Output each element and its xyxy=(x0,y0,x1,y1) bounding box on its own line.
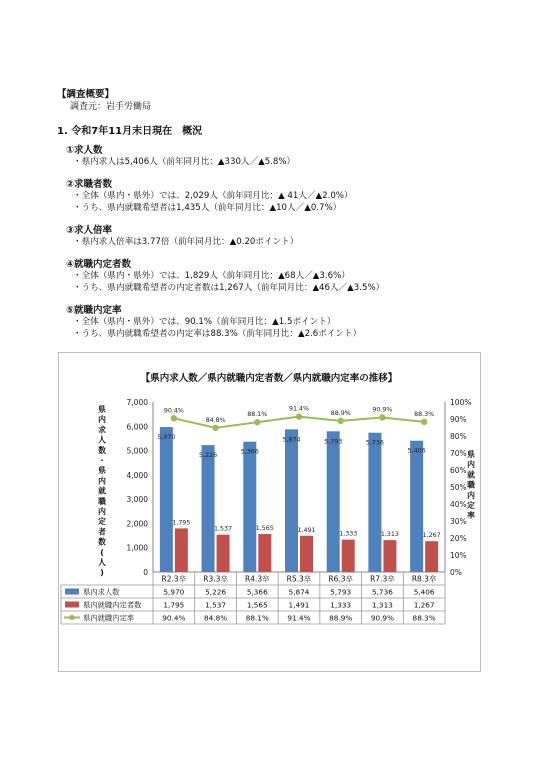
y2-tick-label: 80% xyxy=(450,432,467,441)
bar-offers xyxy=(217,535,230,572)
y2-tick-label: 60% xyxy=(450,466,467,475)
category-label: R4.3卒 xyxy=(244,574,270,584)
item-line-job-seekers-local: ・うち、県内就職希望者は1,435人（前年同月比：▲10人／▲0.7%） xyxy=(73,203,342,213)
table-cell-value: 1,491 xyxy=(288,600,310,610)
y-axis-title-char: 職 xyxy=(98,496,106,506)
section-title: 1. 令和7年11月末日現在 概況 xyxy=(57,126,203,137)
category-label: R6.3卒 xyxy=(328,574,354,584)
bar-label-job-openings: 5,226 xyxy=(199,452,218,460)
point-offer-rate xyxy=(338,418,344,424)
y-axis-title-char: 者 xyxy=(98,527,106,537)
y-axis-title-char: 県 xyxy=(98,466,106,476)
bar-label-job-openings: 5,793 xyxy=(324,438,343,446)
category-label: R8.3卒 xyxy=(411,574,437,584)
y-axis-title-char: 人 xyxy=(98,435,106,445)
chart-title: 【県内求人数／県内就職内定者数／県内就職内定率の推移】 xyxy=(140,373,398,384)
y-tick-label: 6,000 xyxy=(126,422,148,432)
y-tick-label: 4,000 xyxy=(126,470,148,480)
bar-offers xyxy=(383,540,396,572)
legend-key xyxy=(65,589,79,595)
bar-label-offers: 1,491 xyxy=(297,526,316,534)
trend-chart xyxy=(59,353,480,671)
category-label: R7.3卒 xyxy=(370,574,395,584)
y-tick-label: 2,000 xyxy=(126,519,148,529)
item-line-offer-rate-total: ・全体（県内・県外）では、90.1%（前年同月比：▲1.5ポイント） xyxy=(73,317,336,327)
table-cell-value: 5,366 xyxy=(246,587,268,597)
y2-tick-label: 30% xyxy=(450,517,467,526)
item-line-job-openings: ・県内求人は5,406人（前年同月比：▲330人／▲5.8%） xyxy=(73,157,296,167)
bar-job-openings xyxy=(202,445,215,572)
y2-tick-label: 20% xyxy=(450,534,467,543)
point-offer-rate xyxy=(254,419,260,425)
legend-series-name: 県内求人数 xyxy=(83,587,120,597)
point-label-offer-rate: 84.8% xyxy=(205,416,226,424)
y-axis-title-char: 求 xyxy=(98,425,106,435)
y-axis-title-char: 内 xyxy=(98,476,106,486)
point-label-offer-rate: 91.4% xyxy=(288,405,310,413)
y-axis-title-char: 県 xyxy=(98,405,106,414)
y-axis-title-char: 内 xyxy=(98,415,106,425)
bar-job-openings xyxy=(160,427,173,572)
bar-job-openings xyxy=(243,442,256,572)
y-axis-title-char: 数 xyxy=(98,537,106,547)
legend-key xyxy=(65,602,79,608)
table-cell-value: 88.9% xyxy=(329,613,353,623)
bar-label-job-openings: 5,874 xyxy=(282,436,301,444)
y-tick-label: 5,000 xyxy=(126,446,148,456)
bar-label-job-openings: 5,970 xyxy=(157,434,176,442)
bar-offers xyxy=(258,534,271,572)
item-line-job-ratio: ・県内求人倍率は3.77倍（前年同月比：▲0.20ポイント） xyxy=(73,237,299,247)
point-label-offer-rate: 88.1% xyxy=(247,411,268,419)
item-title-offer-rate: ⑤就職内定率 xyxy=(66,305,122,316)
y2-tick-label: 50% xyxy=(450,483,467,492)
table-cell-value: 88.1% xyxy=(245,613,269,623)
bar-label-offers: 1,333 xyxy=(339,530,358,538)
table-cell-value: 5,226 xyxy=(205,587,227,597)
table-cell-value: 1,537 xyxy=(205,600,227,610)
bar-label-offers: 1,537 xyxy=(214,525,233,533)
category-label: R5.3卒 xyxy=(286,574,312,584)
item-line-offer-count-local: ・うち、県内就職希望者の内定者数は1,267人（前年同月比：▲46人／▲3.5%） xyxy=(73,283,385,293)
table-cell-value: 5,406 xyxy=(413,587,435,597)
table-cell-value: 1,267 xyxy=(413,600,435,610)
bar-offers xyxy=(425,541,438,572)
table-cell-value: 90.4% xyxy=(162,613,186,623)
bar-label-offers: 1,267 xyxy=(422,532,441,540)
y-tick-label: 1,000 xyxy=(126,543,148,553)
survey-header: 【調査概要】 xyxy=(57,89,115,100)
legend-series-name: 県内就職内定者数 xyxy=(83,600,142,610)
bar-job-openings xyxy=(285,429,298,572)
bar-offers xyxy=(342,540,355,572)
category-label: R2.3卒 xyxy=(161,574,187,584)
bar-label-job-openings: 5,366 xyxy=(240,448,259,456)
y2-tick-label: 40% xyxy=(450,500,467,509)
table-cell-value: 1,565 xyxy=(246,600,268,610)
point-offer-rate xyxy=(421,419,427,425)
legend-key-marker xyxy=(69,615,74,620)
bar-label-offers: 1,795 xyxy=(172,519,191,527)
item-title-offer-count: ④就職内定者数 xyxy=(66,259,132,270)
table-cell-value: 1,313 xyxy=(371,600,393,610)
table-cell-value: 5,736 xyxy=(371,587,393,597)
point-label-offer-rate: 88.9% xyxy=(330,409,351,417)
item-line-job-seekers-total: ・全体（県内・県外）では、2,029人（前年同月比：▲ 41人／▲2.0%） xyxy=(73,191,353,201)
bar-offers xyxy=(175,528,188,572)
point-offer-rate xyxy=(171,415,177,421)
y-tick-label: 3,000 xyxy=(126,495,148,505)
y2-axis-title-char: 就 xyxy=(467,470,475,480)
y2-tick-label: 10% xyxy=(450,551,467,560)
y-axis-title-char: 数 xyxy=(98,445,106,455)
y2-tick-label: 90% xyxy=(450,415,467,424)
table-cell-value: 5,874 xyxy=(288,587,310,597)
y-axis-title-char: ・ xyxy=(98,456,106,465)
bar-label-offers: 1,565 xyxy=(255,524,274,532)
table-cell-value: 90.9% xyxy=(370,613,395,623)
item-line-offer-count-total: ・全体（県内・県外）では、1,829人（前年同月比：▲68人／▲3.6%） xyxy=(73,271,350,281)
y2-tick-label: 0% xyxy=(450,568,462,577)
item-line-offer-rate-local: ・うち、県内就職希望者の内定率は88.3%（前年同月比：▲2.6ポイント） xyxy=(73,329,362,339)
chart-container xyxy=(58,352,481,672)
point-label-offer-rate: 90.4% xyxy=(163,407,184,415)
legend-series-name: 県内就職内定率 xyxy=(83,613,135,623)
bar-label-offers: 1,313 xyxy=(380,531,399,539)
y2-axis-title-char: 内 xyxy=(467,490,475,500)
y2-axis-title-char: 定 xyxy=(467,501,475,510)
bar-offers xyxy=(300,536,313,572)
y-axis-title-char: 内 xyxy=(98,507,106,516)
table-cell-value: 5,970 xyxy=(163,587,185,597)
y2-tick-label: 100% xyxy=(450,398,472,407)
y-axis-title-char: 就 xyxy=(98,486,106,496)
point-offer-rate xyxy=(379,414,385,420)
point-offer-rate xyxy=(212,425,218,431)
survey-source: 調査元：岩手労働局 xyxy=(70,102,152,112)
item-title-job-ratio: ③求人倍率 xyxy=(66,225,113,236)
y-axis-title-char: ) xyxy=(100,568,104,578)
y-axis-title-char: 人 xyxy=(98,558,106,567)
table-cell-value: 91.4% xyxy=(287,613,311,623)
table-cell-value: 5,793 xyxy=(330,587,352,597)
point-label-offer-rate: 90.9% xyxy=(372,406,393,414)
table-cell-value: 84.8% xyxy=(203,613,228,623)
bar-label-job-openings: 5,736 xyxy=(365,439,384,447)
y2-axis-title-char: 職 xyxy=(467,480,475,490)
y-axis-title-char: ( xyxy=(100,547,104,557)
y-tick-label: 7,000 xyxy=(126,398,148,407)
point-offer-rate xyxy=(296,413,302,419)
y2-axis-title-char: 内 xyxy=(467,460,475,470)
point-label-offer-rate: 88.3% xyxy=(414,410,435,418)
bar-label-job-openings: 5,406 xyxy=(407,447,426,455)
table-cell-value: 88.3% xyxy=(412,613,436,623)
y-tick-label: 0 xyxy=(143,568,148,577)
y-axis-title-char: 定 xyxy=(98,517,106,527)
y2-tick-label: 70% xyxy=(450,449,467,458)
table-cell-value: 1,333 xyxy=(330,600,352,610)
table-cell-value: 1,795 xyxy=(163,600,185,610)
bar-job-openings xyxy=(368,433,381,572)
category-label: R3.3卒 xyxy=(203,574,228,584)
y2-axis-title-char: 県 xyxy=(467,450,475,459)
item-title-job-seekers: ②求職者数 xyxy=(66,179,113,190)
bar-job-openings xyxy=(327,431,340,572)
bar-job-openings xyxy=(410,441,423,572)
item-title-job-openings: ①求人数 xyxy=(66,145,103,156)
y2-axis-title-char: 率 xyxy=(467,511,475,521)
